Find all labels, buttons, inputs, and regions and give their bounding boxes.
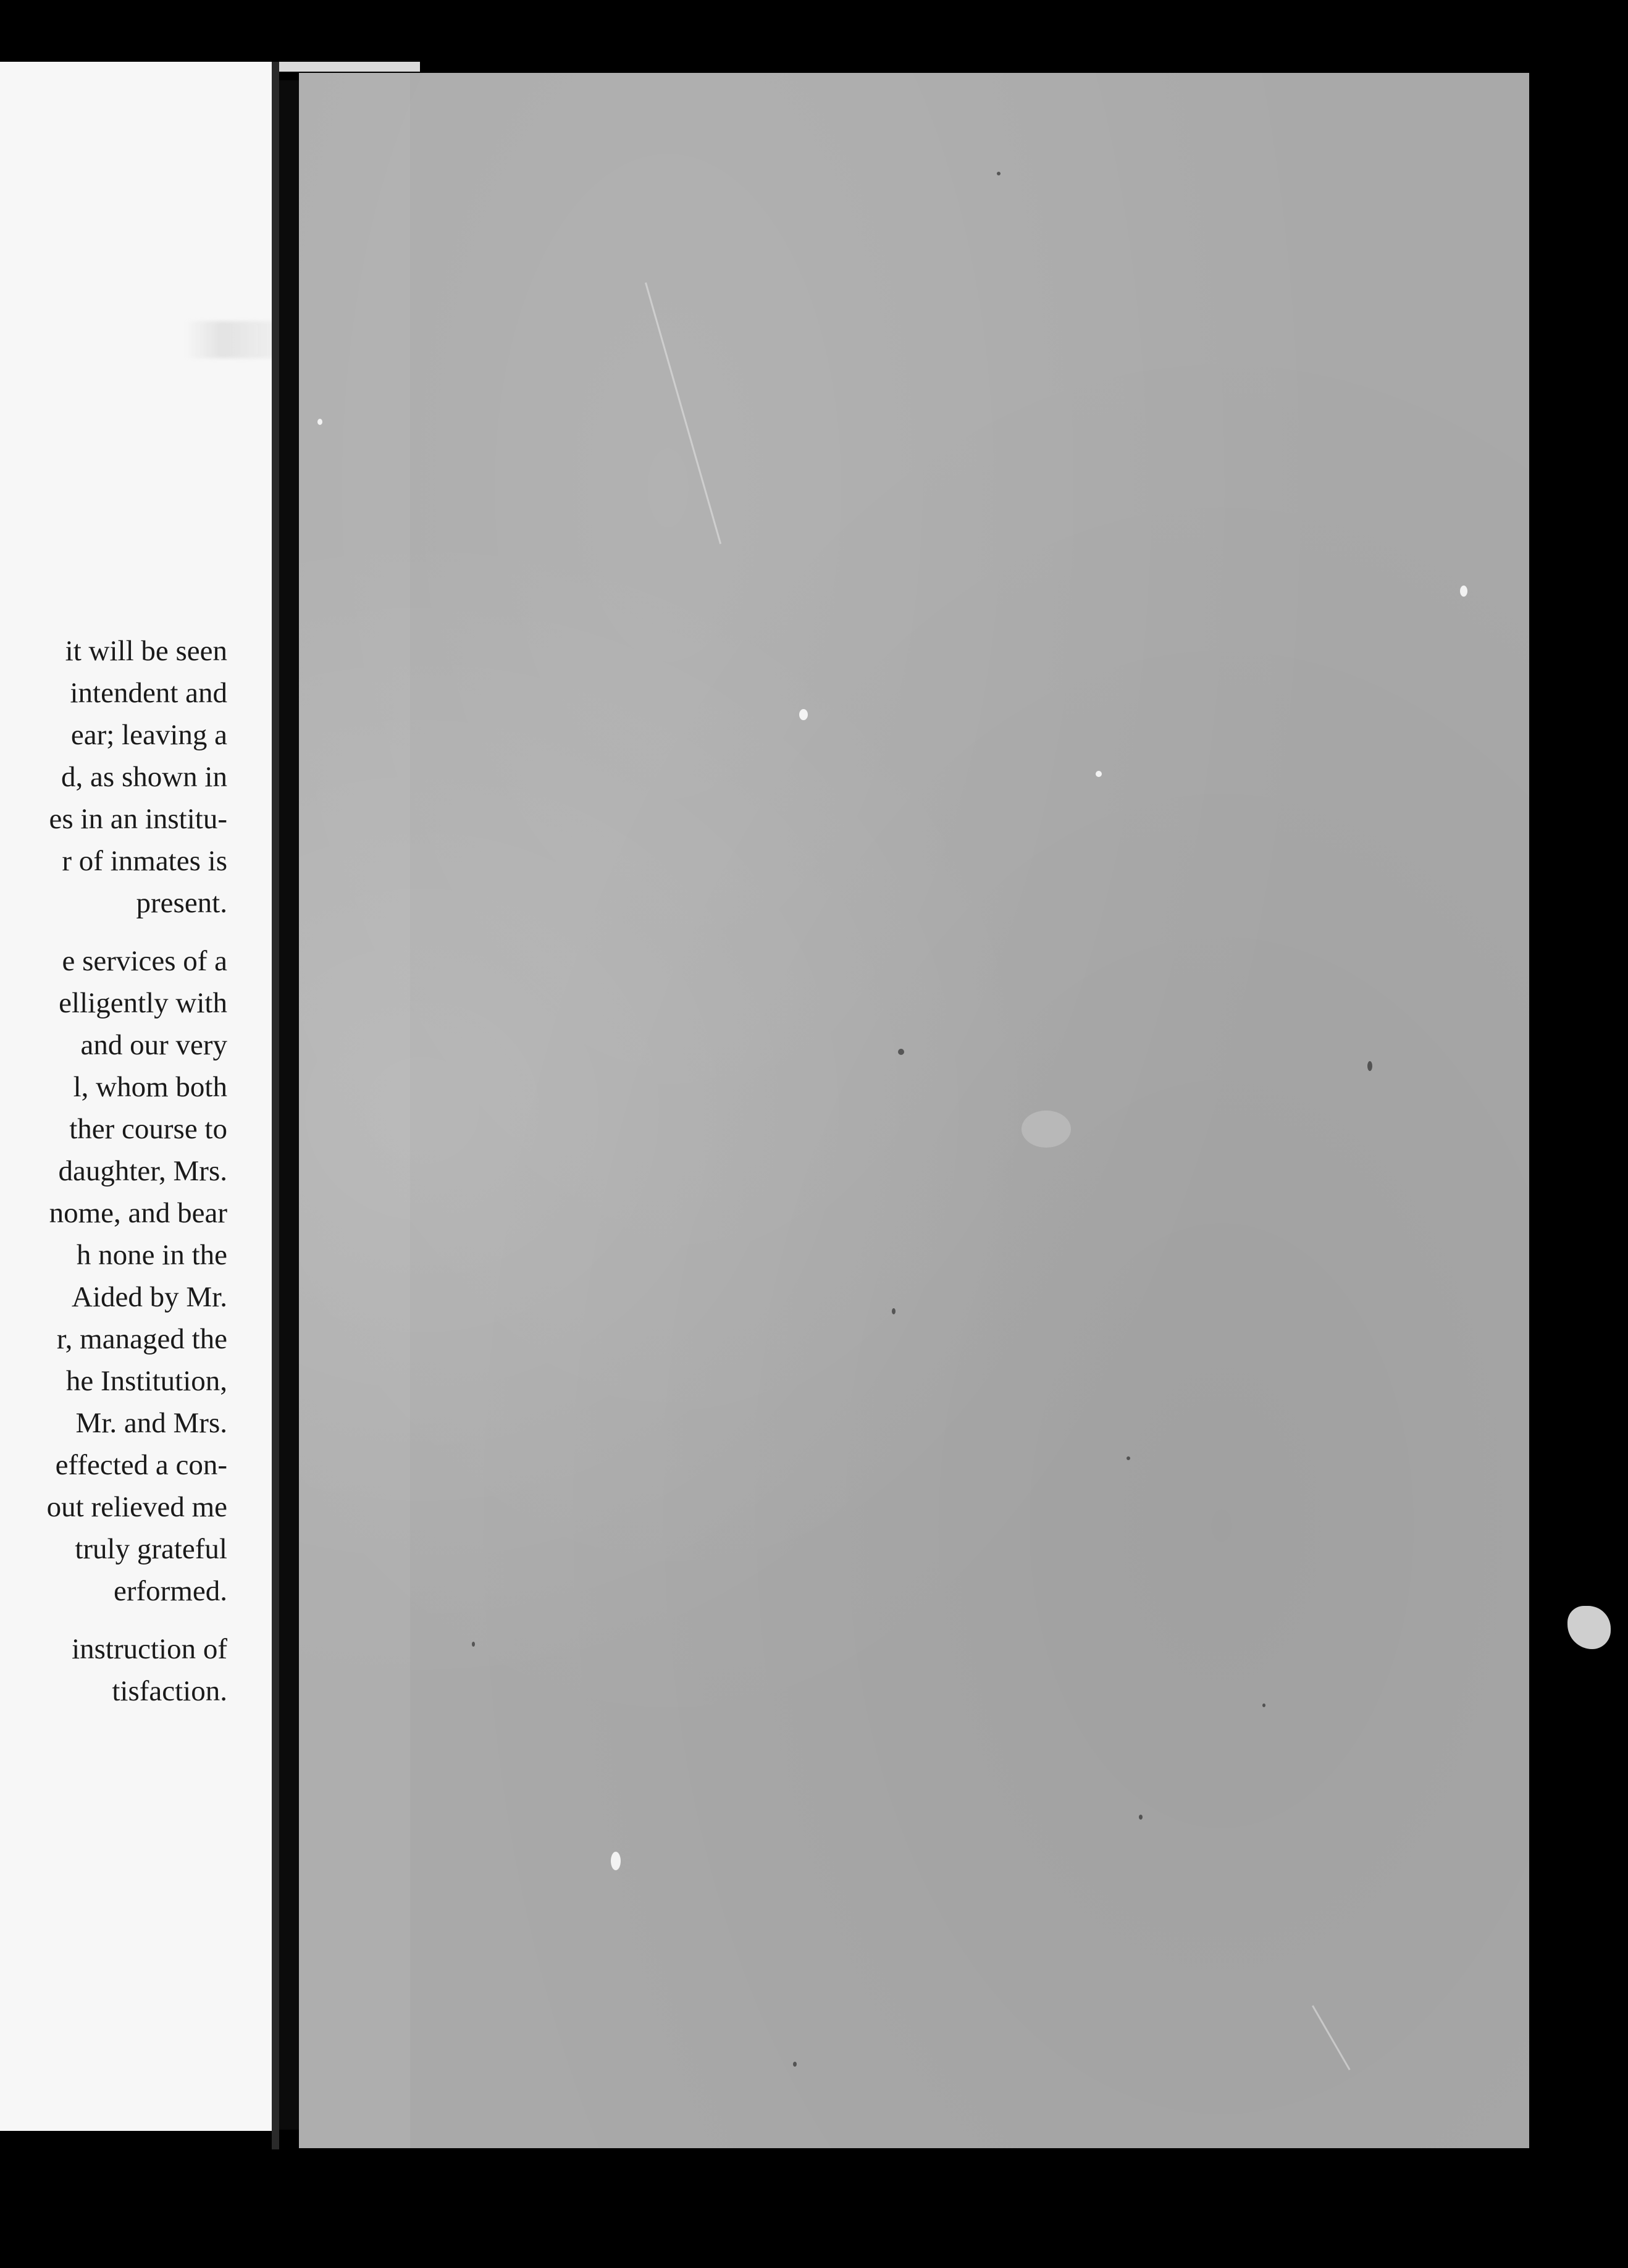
paper-speck <box>1127 1456 1130 1460</box>
paper-speck <box>1367 1061 1372 1071</box>
blank-right-page <box>299 73 1529 2148</box>
paper-scratch <box>1312 2006 1351 2070</box>
paper-speck <box>472 1642 475 1647</box>
paragraph <box>0 630 227 924</box>
text-line: effected a con- <box>55 1449 227 1481</box>
left-page <box>0 62 272 2131</box>
paper-speck <box>1096 771 1102 777</box>
text-line: h none in the <box>76 1239 227 1271</box>
text-line: and our very <box>80 1029 227 1061</box>
paper-speck <box>793 2062 797 2067</box>
text-line: Aided by Mr. <box>72 1281 227 1313</box>
paper-speck <box>898 1049 904 1055</box>
text-line: r of inmates is <box>62 845 227 877</box>
text-line: ther course to <box>69 1113 227 1145</box>
paper-speck <box>1460 586 1467 597</box>
text-line: out relieved me <box>46 1491 227 1523</box>
text-line: elligently with <box>59 987 227 1019</box>
faint-heading-bleed <box>185 321 272 358</box>
text-line: present. <box>136 887 227 919</box>
text-line: nome, and bear <box>49 1197 227 1229</box>
text-line: erformed. <box>114 1575 227 1607</box>
text-line: d, as shown in <box>61 761 227 793</box>
text-line: truly grateful <box>75 1533 227 1565</box>
text-line: Mr. and Mrs. <box>75 1407 227 1439</box>
text-line: he Institution, <box>65 1365 227 1397</box>
paragraph <box>0 1628 227 1712</box>
paper-speck <box>611 1852 621 1870</box>
text-line: ear; leaving a <box>70 719 227 751</box>
spine-edge <box>272 62 279 2149</box>
paper-speck <box>1139 1815 1143 1820</box>
text-line: daughter, Mrs. <box>58 1155 227 1187</box>
paper-speck <box>317 419 322 425</box>
text-line: e services of a <box>62 945 227 977</box>
left-page-text <box>0 630 227 1728</box>
paper-scratch <box>645 282 721 544</box>
paper-speck <box>1022 1111 1071 1148</box>
paragraph <box>0 940 227 1612</box>
film-debris-mark <box>1567 1606 1611 1649</box>
text-line: r, managed the <box>56 1323 227 1355</box>
text-line: intendent and <box>70 677 227 709</box>
paper-speck <box>892 1308 896 1314</box>
text-line: es in an institu- <box>49 803 227 835</box>
text-line: it will be seen <box>65 635 227 667</box>
paper-speck <box>1262 1703 1265 1707</box>
paper-speck <box>799 709 808 720</box>
text-line: instruction of <box>72 1633 227 1665</box>
paper-speck <box>997 172 1001 175</box>
page-inner-margin <box>299 73 410 2148</box>
text-line: tisfaction. <box>112 1675 227 1707</box>
text-line: l, whom both <box>73 1071 227 1103</box>
book-spine <box>279 80 299 2130</box>
